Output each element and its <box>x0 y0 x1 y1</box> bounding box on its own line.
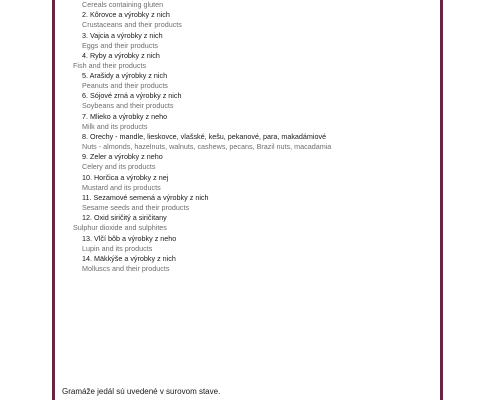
allergen-item-celery <box>70 152 435 172</box>
allergen-slovak: 13. Vlčí bôb a výrobky z neho <box>82 233 177 243</box>
allergen-english: Nuts - almonds, hazelnuts, walnuts, cashews, pecans, Brazil nuts, macadamia <box>82 142 332 152</box>
allergen-item-sulphites <box>70 213 435 233</box>
allergen-english: Sesame seeds and their products <box>82 202 190 212</box>
allergen-english: Peanuts and their products <box>82 81 168 91</box>
allergen-slovak: 12. Oxid siričitý a siričitany <box>82 213 167 223</box>
allergen-slovak: 14. Mäkkýše a výrobky z nich <box>82 253 176 263</box>
allergen-slovak: 3. Vajcia a výrobky z nich <box>82 30 163 40</box>
allergen-list <box>70 0 435 274</box>
allergen-slovak: 10. Horčica a výrobky z nej <box>82 172 169 182</box>
allergen-english: Crustaceans and their products <box>82 20 182 30</box>
allergen-item-nuts <box>70 132 435 152</box>
allergen-slovak: 6. Sójové zrná a výrobky z nich <box>82 91 182 101</box>
allergen-item-crustaceans <box>70 10 435 30</box>
allergen-english: Fish and their products <box>73 60 147 70</box>
allergen-item-cereals <box>70 0 435 10</box>
allergen-item-mustard <box>70 173 435 193</box>
allergen-item-molluscs <box>70 254 435 274</box>
allergen-slovak: 9. Zeler a výrobky z neho <box>82 152 163 162</box>
allergen-english: Eggs and their products <box>82 40 158 50</box>
page-border-left <box>52 0 55 400</box>
allergen-item-milk <box>70 112 435 132</box>
allergen-item-fish <box>70 51 435 71</box>
footer-note: Gramáže jedál sú uvedené v surovom stave. <box>62 387 221 396</box>
allergen-item-peanuts <box>70 71 435 91</box>
allergen-slovak: 5. Arašidy a výrobky z nich <box>82 71 168 81</box>
allergen-english: Milk and its products <box>82 121 148 131</box>
allergen-english: Cereals containing gluten <box>82 0 164 9</box>
allergen-english: Soybeans and their products <box>82 101 174 111</box>
allergen-item-lupin <box>70 234 435 254</box>
allergen-slovak: 4. Ryby a výrobky z nich <box>82 50 160 60</box>
allergen-english: Sulphur dioxide and sulphites <box>73 223 167 233</box>
allergen-item-soybeans <box>70 91 435 111</box>
allergen-slovak: 11. Sezamové semená a výrobky z nich <box>82 192 209 202</box>
allergen-english: Celery and its products <box>82 162 156 172</box>
allergen-english: Mustard and its products <box>82 182 161 192</box>
page-border-right <box>440 0 443 400</box>
allergen-slovak: 7. Mlieko a výrobky z neho <box>82 111 168 121</box>
allergen-slovak: 8. Orechy - mandle, lieskovce, vlašské, kešu, pekanové, para, makadámiové <box>82 132 327 142</box>
allergen-english: Lupin and its products <box>82 243 153 253</box>
allergen-item-sesame <box>70 193 435 213</box>
allergen-english: Molluscs and their products <box>82 263 170 273</box>
allergen-slovak: 2. Kôrovce a výrobky z nich <box>82 10 170 20</box>
allergen-item-eggs <box>70 31 435 51</box>
